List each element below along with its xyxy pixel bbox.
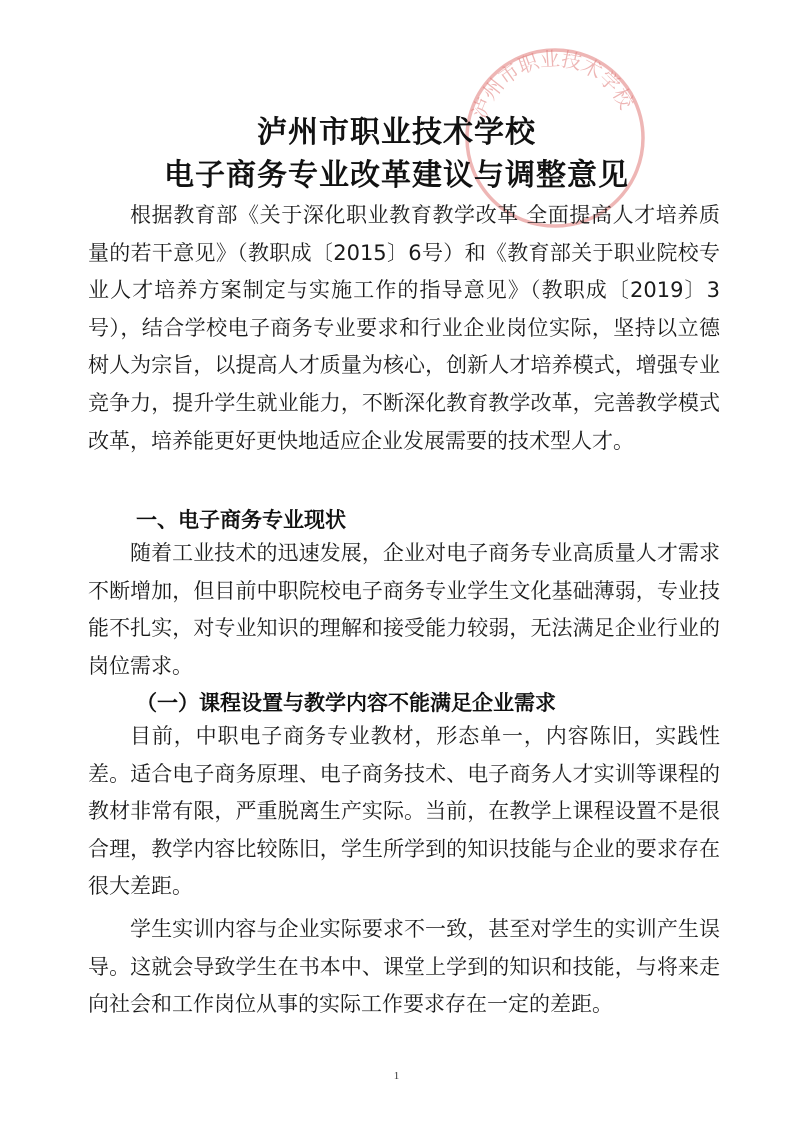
subsection1-paragraph1 <box>88 718 720 906</box>
section1-paragraph <box>88 535 720 685</box>
document-title-line2: 电子商务专业改革建议与调整意见 <box>164 158 629 193</box>
subsection1-paragraph2 <box>88 911 720 1024</box>
intro-paragraph <box>88 197 720 460</box>
page-number: 1 <box>393 1070 400 1082</box>
svg-text:泸州市职业技术学校: 泸州市职业技术学校 <box>467 46 639 122</box>
document-title-line1: 泸州市职业技术学校 <box>257 115 536 150</box>
section1-heading: 一、电子商务专业现状 <box>136 508 346 532</box>
intro-text: 根据教育部《关于深化职业教育教学改革 全面提高人才培养质量的若干意见》（教职成〔2015〕6号）和《教育部关于职业院校专业人才培养方案制定与实施工作的指导意见》（教职成〔2019〕3号），结合学校电子商务专业要求和行业企业岗位实际，坚持以立德树人为宗旨，以提高人才质量为核心，创新人才培养模式，增强专业竞争力，提升学生就业能力，不断深化教育教学改革，完善教学模式改革，培养能更好更快地适应企业发展需要的技术型人才。 <box>88 203 720 453</box>
subsection1-text2: 学生实训内容与企业实际要求不一致，甚至对学生的实训产生误导。这就会导致学生在书本中、课堂上学到的知识和技能，与将来走向社会和工作岗位从事的实际工作要求存在一定的差距。 <box>88 917 720 1017</box>
subsection1-heading: （一）课程设置与教学内容不能满足企业需求 <box>136 691 556 715</box>
subsection1-text1: 目前，中职电子商务专业教材，形态单一，内容陈旧，实践性差。适合电子商务原理、电子商务技术、电子商务人才实训等课程的教材非常有限，严重脱离生产实际。当前，在教学上课程设置不是很合理，教学内容比较陈旧，学生所学到的知识技能与企业的要求存在很大差距。 <box>88 724 720 899</box>
section1-text: 随着工业技术的迅速发展，企业对电子商务专业高质量人才需求不断增加，但目前中职院校电子商务专业学生文化基础薄弱，专业技能不扎实，对专业知识的理解和接受能力较弱，无法满足企业行业的岗位需求。 <box>88 541 720 678</box>
